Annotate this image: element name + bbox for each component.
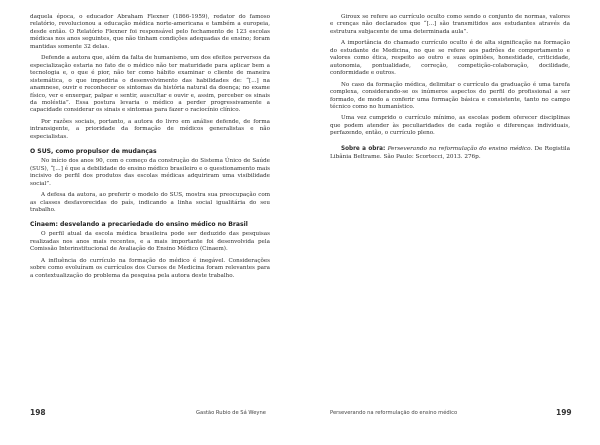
page-number: 198 [30,408,46,417]
body-paragraph: A defesa da autora, ao preferir o modelo do SUS, mostra sua preocupação com as classes desfavorecidas do país, indicando a linha social igualitária do seu trabalho. [30,192,270,213]
running-head: Gastão Rubio de Sá Weyne [196,410,266,416]
body-paragraph: No caso da formação médica, delimitar o currículo da graduação é uma tarefa complexa, considerando-se os inúmeros aspectos do perfil do profissional a ser formado, de modo a conferir uma formação básica e consistente, tanto no campo técnico como no humanístico. [330,81,570,110]
right-page [300,0,600,445]
right-text-column [330,14,570,161]
reference-title: Perseverando na reformulação do ensino médico. [387,145,533,152]
body-paragraph: No início dos anos 90, com o começo da construção do Sistema Único de Saúde (SUS), “[...] é que a debilidade do ensino médico brasileiro e o questionamento mais incisivo do perfil dos produtos das escolas médicas adquiriram uma visibilidade social”. [30,158,270,187]
body-paragraph: A influência do currículo na formação do médico é inegável. Considerações sobre como evoluíram os currículos dos Cursos de Medicina foram relevantes para a contextualização do problema da pesquisa pela autora deste trabalho. [30,257,270,279]
body-paragraph: Giroux se refere ao currículo oculto como sendo o conjunto de normas, valores e crenças não declarados que “[...] são transmitidos aos estudantes através da estrutura subjacente de uma determinada aula”. [330,14,570,35]
body-paragraph: Defende a autora que, além da falta de humanismo, um dos efeitos perversos da especialização estaria no fato de o médico não ter maturidade para aplicar bem a tecnologia e, o que é pior, não ter como hábito examinar o cliente de maneira sistemática, o que impediria o desenvolvimento das habilidades de: “[...] na anamnese, ouvir e reconhecer os sintomas da história natural da doença; no exame físico, ver e enxergar, palpar e sentir, auscultar e ouvir e, assim, perceber os sinais da moléstia”. Essa postura levaria o médico a perder progressivamente a capacidade considerar os sinais e sintomas para fazer o raciocínio clínico. [30,55,270,114]
body-paragraph: Uma vez cumprido o currículo mínimo, as escolas podem oferecer disciplinas que podem atender às peculiaridades de cada região e diferenças individuais, perfazendo, então, o currículo pleno. [330,115,570,137]
page-number: 199 [556,408,572,417]
section-heading: O SUS, como propulsor de mudanças [30,148,157,156]
body-paragraph: daquela época, o educador Abraham Flexner (1866-1959), redator do famoso relatório, revolucionou a educação médica norte-americana e também a europeia, desde então. O Relatório Flexner foi responsável pelo fechamento de 123 escolas médicas nos anos seguintes, que não tinham condições adequadas de ensino; foram mantidas somente 32 delas. [30,14,270,50]
left-text-column [30,14,270,284]
body-paragraph: Por razões sociais, portanto, a autora do livro em análise defende, de forma intransigente, a prioridade da formação de médicos generalistas e não especialistas. [30,118,270,140]
running-head: Perseverando na reformulação do ensino médico [330,410,458,416]
reference-label: Sobre a obra: [341,145,386,152]
section-heading: Cinaem: desvelando a precariedade do ensino médico no Brasil [30,221,248,229]
body-paragraph: A importância do chamado currículo oculto é de alta significação na formação do estudante de Medicina, no que se refere aos padrões de comportamento e valores como ética, respeito ao outro e suas opiniões, honestidade, criticidade, autonomia, pontualidade, correção, competição-colaboração, docilidade, conformidade e outros. [330,40,570,77]
book-reference [330,146,570,161]
reference-details: De Registila Libânia Beltrame. São Paulo: Scortecci, 2013. 276p. [330,145,571,160]
body-paragraph: O perfil atual da escola médica brasileira pode ser deduzido das pesquisas realizadas nos anos mais recentes, e a mais importante foi desenvolvida pela Comissão Interinstitucional de Avaliação do Ensino Médico (Cinaem). [30,231,270,253]
